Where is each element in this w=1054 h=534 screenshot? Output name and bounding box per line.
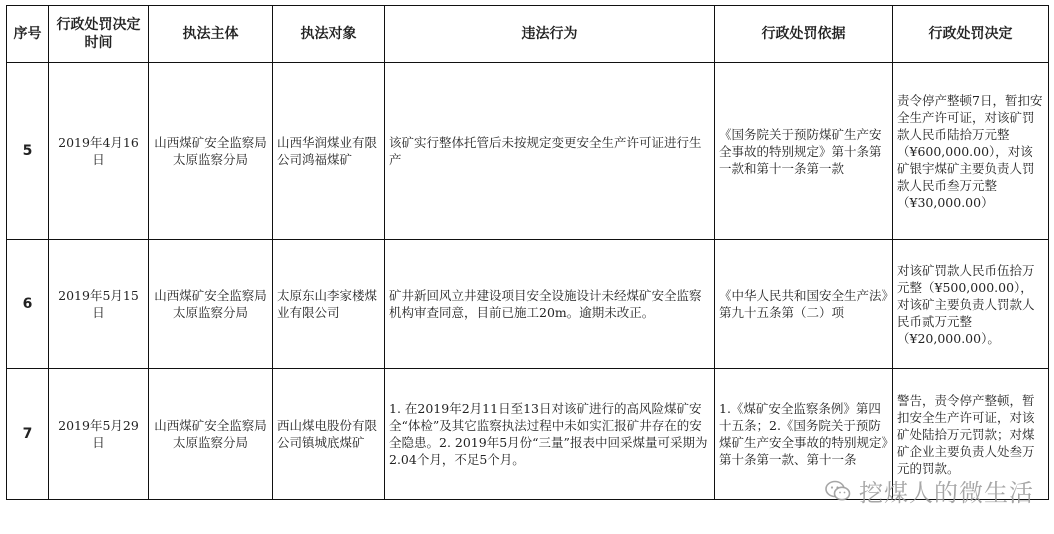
row-org: 山西煤矿安全监察局太原监察分局 [149,369,273,500]
row-basis: 1.《煤矿安全监察条例》第四十五条；2.《国务院关于预防煤矿生产安全事故的特别规定》第十条第一款、第十一条 [715,369,893,500]
header-basis: 行政处罚依据 [715,6,893,63]
table-row [7,63,1049,240]
row-basis: 《国务院关于预防煤矿生产安全事故的特别规定》第十条第一款和第十一条第一款 [715,63,893,240]
row-org: 山西煤矿安全监察局太原监察分局 [149,240,273,369]
row-basis: 《中华人民共和国安全生产法》第九十五条第（二）项 [715,240,893,369]
header-org: 执法主体 [149,6,273,63]
row-violation: 1. 在2019年2月11日至13日对该矿进行的高风险煤矿安全“体检”及其它监察执法过程中未如实汇报矿井存在的安全隐患。2. 2019年5月份“三量”报表中回采煤量可采期为2.04个月，不足5个月。 [385,369,715,500]
watermark [825,473,1034,508]
row-violation: 矿井新回风立井建设项目安全设施设计未经煤矿安全监察机构审查同意，目前已施工20m。逾期未改正。 [385,240,715,369]
header-row [7,6,1049,63]
row-date: 2019年4月16日 [49,63,149,240]
table-row [7,240,1049,369]
penalty-table [6,5,1049,500]
header-violation: 违法行为 [385,6,715,63]
header-target: 执法对象 [273,6,385,63]
row-target: 山西华润煤业有限公司鸿福煤矿 [273,63,385,240]
row-date: 2019年5月29日 [49,369,149,500]
row-no: 5 [7,63,49,240]
row-target: 西山煤电股份有限公司镇城底煤矿 [273,369,385,500]
row-date: 2019年5月15日 [49,240,149,369]
row-no: 6 [7,240,49,369]
row-target: 太原东山李家楼煤业有限公司 [273,240,385,369]
row-decision: 警告，责令停产整顿，暂扣安全生产许可证，对该矿处陆拾万元罚款；对煤矿企业主要负责人处叁万元的罚款。 [893,369,1049,500]
row-decision: 对该矿罚款人民币伍拾万元整（¥500,000.00），对该矿主要负责人罚款人民币贰万元整（¥20,000.00）。 [893,240,1049,369]
row-violation: 该矿实行整体托管后未按规定变更安全生产许可证进行生产 [385,63,715,240]
row-org: 山西煤矿安全监察局太原监察分局 [149,63,273,240]
wechat-icon [825,480,851,502]
row-decision: 责令停产整顿7日，暂扣安全生产许可证，对该矿罚款人民币陆拾万元整（¥600,000.00），对该矿银宇煤矿主要负责人罚款人民币叁万元整（¥30,000.00） [893,63,1049,240]
header-decision: 行政处罚决定 [893,6,1049,63]
watermark-text: 挖煤人的微生活 [859,479,1034,507]
header-no: 序号 [7,6,49,63]
header-date: 行政处罚决定时间 [49,6,149,63]
row-no: 7 [7,369,49,500]
